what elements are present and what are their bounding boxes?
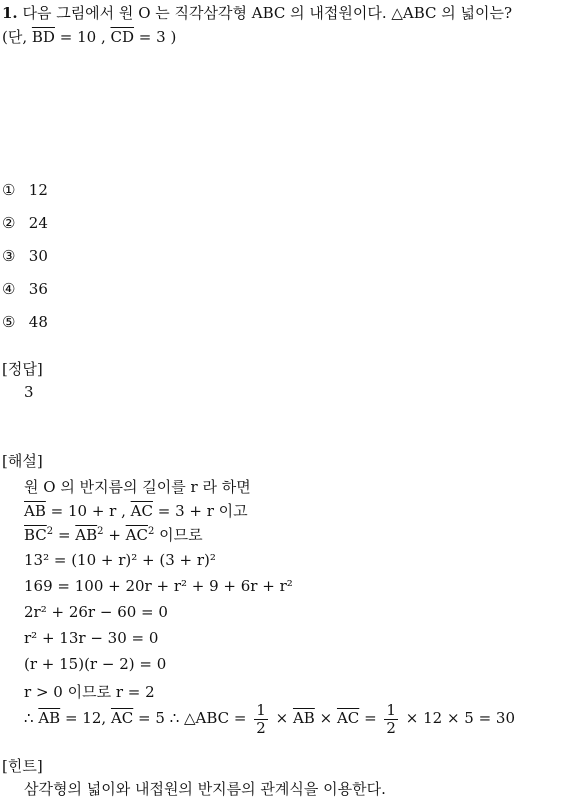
explanation-line-8: (r + 15)(r − 2) = 0: [24, 655, 167, 673]
answer-value: 3: [24, 383, 34, 401]
explanation-line-10: ∴ $\overline{AB} = 12$, $\overline{AC} = 5$ ∴ △ABC = $\frac{1}{2}$ × $\overline{AB} \times \overline{AC}$ = $\frac{1}{2}$ × 12 × 5 = 30: [24, 700, 516, 737]
question-text: 다음 그림에서 원 O 는 직각삼각형 ABC 의 내접원이다. △ABC 의 넓이는?: [22, 4, 513, 22]
choice-3[interactable]: ③ 30: [2, 247, 48, 265]
hint-text: 삼각형의 넓이와 내접원의 반지름의 관계식을 이용한다.: [24, 780, 386, 798]
explanation-line-9: r > 0 이므로 r = 2: [24, 683, 155, 701]
explanation-line-7: r² + 13r − 30 = 0: [24, 629, 159, 647]
hint-label: [힌트]: [2, 757, 43, 775]
explanation-line-1: 원 O 의 반지름의 길이를 r 라 하면: [24, 478, 251, 496]
segment-bd: $\overline{BD}$: [31, 28, 55, 46]
fraction-one-half: $\frac{1}{2}$: [256, 700, 266, 737]
choice-1[interactable]: ① 12: [2, 181, 48, 199]
choice-2[interactable]: ② 24: [2, 214, 48, 232]
choice-5[interactable]: ⑤ 48: [2, 313, 48, 331]
explanation-line-3: $\overline{BC}^2 = \overline{AB}^2 + \overline{AC}^2$ 이므로: [24, 526, 203, 544]
question-number: 1.: [2, 4, 18, 22]
question-line: [2, 2, 512, 23]
question-condition: (단, $\overline{BD} = 10$ , $\overline{CD} = 3$ ): [2, 28, 177, 46]
fraction-one-half-2: $\frac{1}{2}$: [386, 700, 396, 737]
explanation-line-6: 2r² + 26r − 60 = 0: [24, 603, 168, 621]
explanation-line-2: $\overline{AB} = 10 + r$ , $\overline{AC} = 3 + r$ 이고: [24, 502, 248, 520]
segment-cd: $\overline{CD}$: [110, 28, 135, 46]
explanation-line-5: 169 = 100 + 20r + r² + 9 + 6r + r²: [24, 577, 293, 595]
choice-4[interactable]: ④ 36: [2, 280, 48, 298]
answer-label: [정답]: [2, 360, 43, 378]
explanation-label: [해설]: [2, 452, 43, 470]
explanation-line-4: 13² = (10 + r)² + (3 + r)²: [24, 551, 216, 569]
